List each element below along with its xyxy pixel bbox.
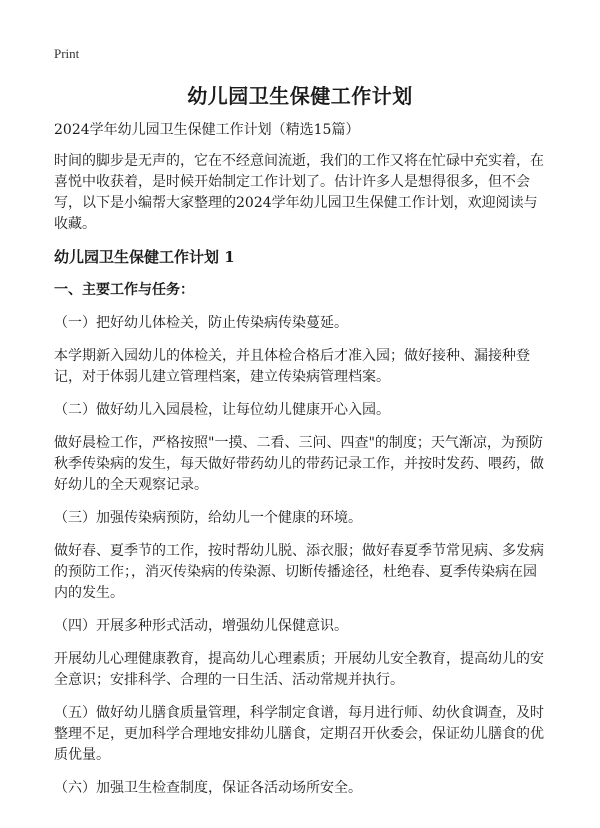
- item-6-head: （六）加强卫生检查制度，保证各活动场所安全。: [54, 780, 362, 796]
- item-4-body: 开展幼儿心理健康教育，提高幼儿心理素质；开展幼儿安全教育，提高幼儿的安全意识；安排科学、合理的一日生活、活动常规并执行。: [54, 651, 544, 688]
- item-1-body: 本学期新入园幼儿的体检关，并且体检合格后才准入园；做好接种、漏接种登记，对于体弱儿建立管理档案，建立传染病管理档案。: [54, 348, 530, 385]
- item-1-head: （一）把好幼儿体检关，防止传染病传染蔓延。: [54, 315, 348, 331]
- item-5-head: （五）做好幼儿膳食质量管理，科学制定食谱，每月进行师、幼伙食调查，及时整理不足，更加科学合理地安排幼儿膳食，定期召开伙委会，保证幼儿膳食的优质优量。: [54, 705, 544, 763]
- article-body: [54, 120, 548, 811]
- item-2-head: （二）做好幼儿入园晨检，让每位幼儿健康开心入园。: [54, 402, 390, 418]
- article-subtitle: 2024学年幼儿园卫生保健工作计划（精选15篇）: [54, 122, 360, 138]
- print-link[interactable]: Print: [54, 46, 80, 61]
- section-title: 幼儿园卫生保健工作计划 1: [54, 248, 235, 266]
- item-4-head: （四）开展多种形式活动，增强幼儿保健意识。: [54, 618, 348, 634]
- item-2-body: 做好晨检工作，严格按照"一摸、二看、三问、四查"的制度；天气渐凉，为预防秋季传染病的发生，每天做好带药幼儿的带药记录工作，并按时发药、喂药，做好幼儿的全天观察记录。: [54, 435, 544, 493]
- item-3-body: 做好春、夏季节的工作，按时帮幼儿脱、添衣服；做好春夏季节常见病、多发病的预防工作；，消灭传染病的传染源、切断传播途径，杜绝春、夏季传染病在园内的发生。: [54, 543, 544, 601]
- page-title: 幼儿园卫生保健工作计划: [187, 84, 413, 108]
- item-3-head: （三）加强传染病预防，给幼儿一个健康的环境。: [54, 510, 362, 526]
- heading-main-tasks: 一、主要工作与任务：: [54, 282, 194, 298]
- intro-paragraph: 时间的脚步是无声的，它在不经意间流逝，我们的工作又将在忙碌中充实着，在喜悦中收获着，是时候开始制定工作计划了。估计许多人是想得很多，但不会写，以下是小编帮大家整理的2024学年幼儿园卫生保健工作计划，欢迎阅读与收藏。: [54, 153, 544, 232]
